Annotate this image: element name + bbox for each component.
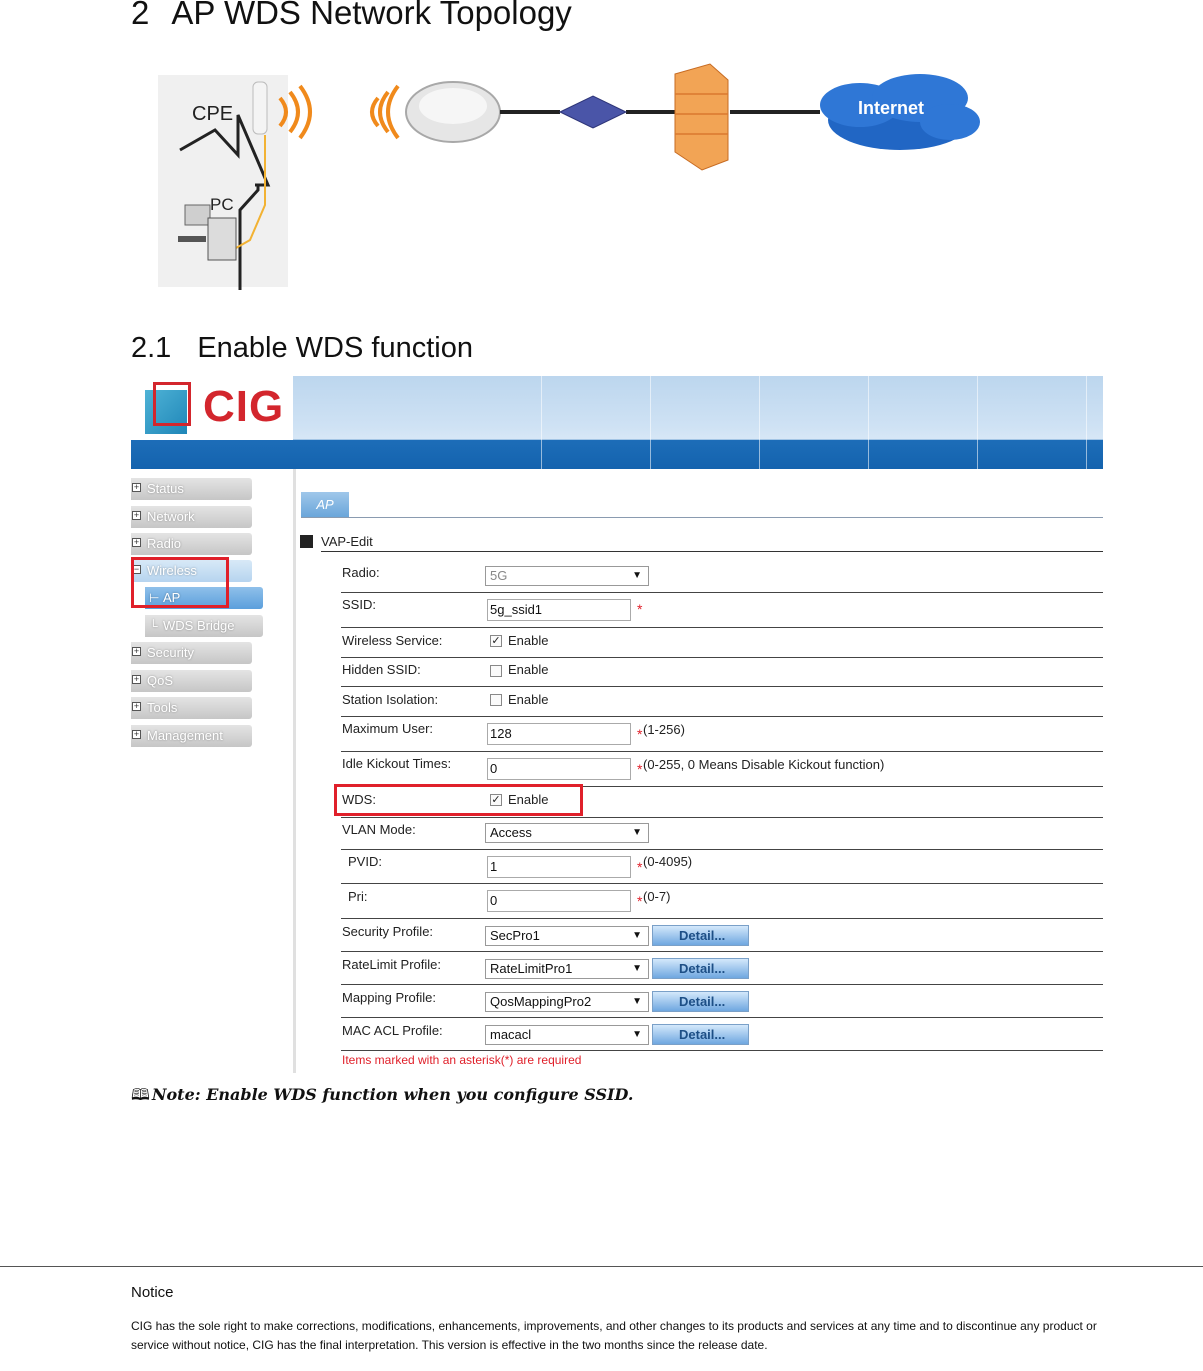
expand-icon: + [133,537,140,547]
logo-text: CIG [203,382,285,431]
station-isolation-checkbox[interactable] [490,694,502,706]
required-asterisk: * [637,726,643,742]
ratelimit-profile-detail-button[interactable]: Detail... [652,958,749,979]
enable-label: Enable [508,792,549,807]
brand-logo [131,376,293,440]
pvid-hint: (0-4095) [643,854,693,869]
ratelimit-profile-label: RateLimit Profile: [342,957,441,972]
mapping-profile-label: Mapping Profile: [342,990,436,1005]
divider [341,657,1103,658]
dropdown-arrow-icon: ▼ [632,827,642,838]
section-heading-topology [131,0,572,32]
book-icon: 🕮 [131,1085,150,1104]
required-asterisk: * [637,761,643,777]
divider [341,918,1103,919]
max-user-label: Maximum User: [342,721,434,736]
sidebar-item-network[interactable]: + Network [131,506,252,528]
signal-waves-icon [280,86,310,138]
collapse-icon: − [133,564,140,574]
pri-input[interactable]: 0 [487,890,631,912]
sidebar-item-qos[interactable]: + QoS [131,670,252,692]
pri-label: Pri: [348,889,368,904]
wireless-service-label: Wireless Service: [342,633,443,648]
ssid-input[interactable]: 5g_ssid1 [487,599,631,621]
sidebar-item-status[interactable]: + Status [131,478,252,500]
enable-label: Enable [508,692,549,707]
enable-label: Enable [508,662,549,677]
wds-checkbox[interactable]: ✓ [491,794,501,806]
wds-label: WDS: [342,792,376,807]
topology-graphic [130,60,1030,295]
divider [341,686,1103,687]
ratelimit-profile-select[interactable]: RateLimitPro1 ▼ [485,959,649,979]
dropdown-arrow-icon: ▼ [632,1029,642,1040]
pc-tower-icon [208,218,236,260]
sidebar-item-security[interactable]: + Security [131,642,252,664]
max-user-hint: (1-256) [643,722,685,737]
tree-branch-icon: └ [149,619,158,633]
sidebar-item-ap[interactable]: ⊢ AP [145,587,263,609]
expand-icon: + [133,701,140,711]
idle-kickout-label: Idle Kickout Times: [342,756,452,771]
divider [341,883,1103,884]
heading-title: AP WDS Network Topology [171,0,572,31]
sidebar-item-management[interactable]: + Management [131,725,252,747]
radio-label: Radio: [342,565,380,580]
security-profile-detail-button[interactable]: Detail... [652,925,749,946]
highlight-box-wireless-ap [131,557,229,608]
heading-number: 2.1 [131,332,172,364]
tab-bar [301,492,1103,518]
pc-label: PC [210,195,234,214]
divider [341,716,1103,717]
wireless-service-checkbox[interactable]: ✓ [491,635,501,647]
footer-divider [0,1266,1203,1267]
internet-label: Internet [858,98,925,118]
cpe-device-icon [253,82,267,134]
idle-kickout-input[interactable]: 0 [487,758,631,780]
mac-acl-profile-label: MAC ACL Profile: [342,1023,443,1038]
security-profile-label: Security Profile: [342,924,434,939]
divider [341,849,1103,850]
expand-icon: + [133,646,140,656]
expand-icon: + [133,510,140,520]
expand-icon: + [133,674,140,684]
tree-branch-icon: ⊢ [149,591,160,605]
expand-icon: + [133,482,140,492]
switch-icon [560,96,626,128]
section-marker-icon [300,535,313,548]
pvid-label: PVID: [348,854,382,869]
divider [341,627,1103,628]
divider [341,592,1103,593]
notice-body: CIG has the sole right to make corrections, modifications, enhancements, improvements, and other changes to its products and services at any time and to discontinue any product or service without notice, CIG has the final interpretation. This version is effective in the two months since the release date. [131,1319,1097,1352]
dropdown-arrow-icon: ▼ [632,963,642,974]
required-asterisk: * [637,859,643,875]
required-fields-note: Items marked with an asterisk(*) are required [342,1053,582,1067]
divider [341,1017,1103,1018]
mac-acl-profile-select[interactable]: macacl ▼ [485,1025,649,1045]
dropdown-arrow-icon: ▼ [632,930,642,941]
ssid-label: SSID: [342,597,376,612]
sidebar-item-tools[interactable]: + Tools [131,697,252,719]
highlight-box-wds [334,784,583,816]
note-text: Note: Enable WDS function when you configure SSID. [151,1085,634,1104]
required-asterisk: * [637,893,643,909]
divider [341,817,1103,818]
expand-icon: + [133,729,140,739]
tab-ap[interactable]: AP [301,492,349,517]
dropdown-arrow-icon: ▼ [632,996,642,1007]
vlan-mode-label: VLAN Mode: [342,822,416,837]
idle-kickout-hint: (0-255, 0 Means Disable Kickout function) [643,757,885,772]
max-user-input[interactable]: 128 [487,723,631,745]
mapping-profile-detail-button[interactable]: Detail... [652,991,749,1012]
divider [341,984,1103,985]
cpe-label: CPE [192,103,234,125]
mac-acl-profile-detail-button[interactable]: Detail... [652,1024,749,1045]
hidden-ssid-label: Hidden SSID: [342,662,421,677]
enable-label: Enable [508,633,549,648]
heading-number: 2 [131,0,150,31]
sidebar-item-wireless[interactable]: − Wireless [131,560,252,582]
station-isolation-label: Station Isolation: [342,692,439,707]
sidebar-item-wds-bridge[interactable]: └ WDS Bridge [145,615,263,637]
dropdown-arrow-icon: ▼ [632,570,642,581]
sidebar-item-radio[interactable]: + Radio [131,533,252,555]
divider [341,751,1103,752]
pc-monitor-icon [185,205,210,225]
heading-title: Enable WDS function [197,332,473,364]
section-heading-enable-wds [131,332,473,365]
notice-title: Notice [131,1284,174,1301]
pvid-input[interactable]: 1 [487,856,631,878]
divider [341,1050,1103,1051]
divider [341,951,1103,952]
sidebar-nav [131,469,296,1073]
divider [321,551,1103,552]
mapping-profile-select[interactable]: QosMappingPro2 ▼ [485,992,649,1012]
required-asterisk: * [637,601,643,617]
hidden-ssid-checkbox[interactable] [490,665,502,677]
signal-waves-ap-icon [372,86,398,138]
radio-select[interactable]: 5G ▼ [485,566,649,586]
topology-diagram [130,60,1030,295]
firewall-icon [675,64,728,170]
header-banner [131,376,1103,469]
section-title: VAP-Edit [321,534,373,549]
pri-hint: (0-7) [643,889,671,904]
note [131,1084,633,1111]
vlan-mode-select[interactable]: Access ▼ [485,823,649,843]
logo-frame-icon [153,382,191,426]
router-admin-screenshot [131,376,1103,1073]
security-profile-select[interactable]: SecPro1 ▼ [485,926,649,946]
